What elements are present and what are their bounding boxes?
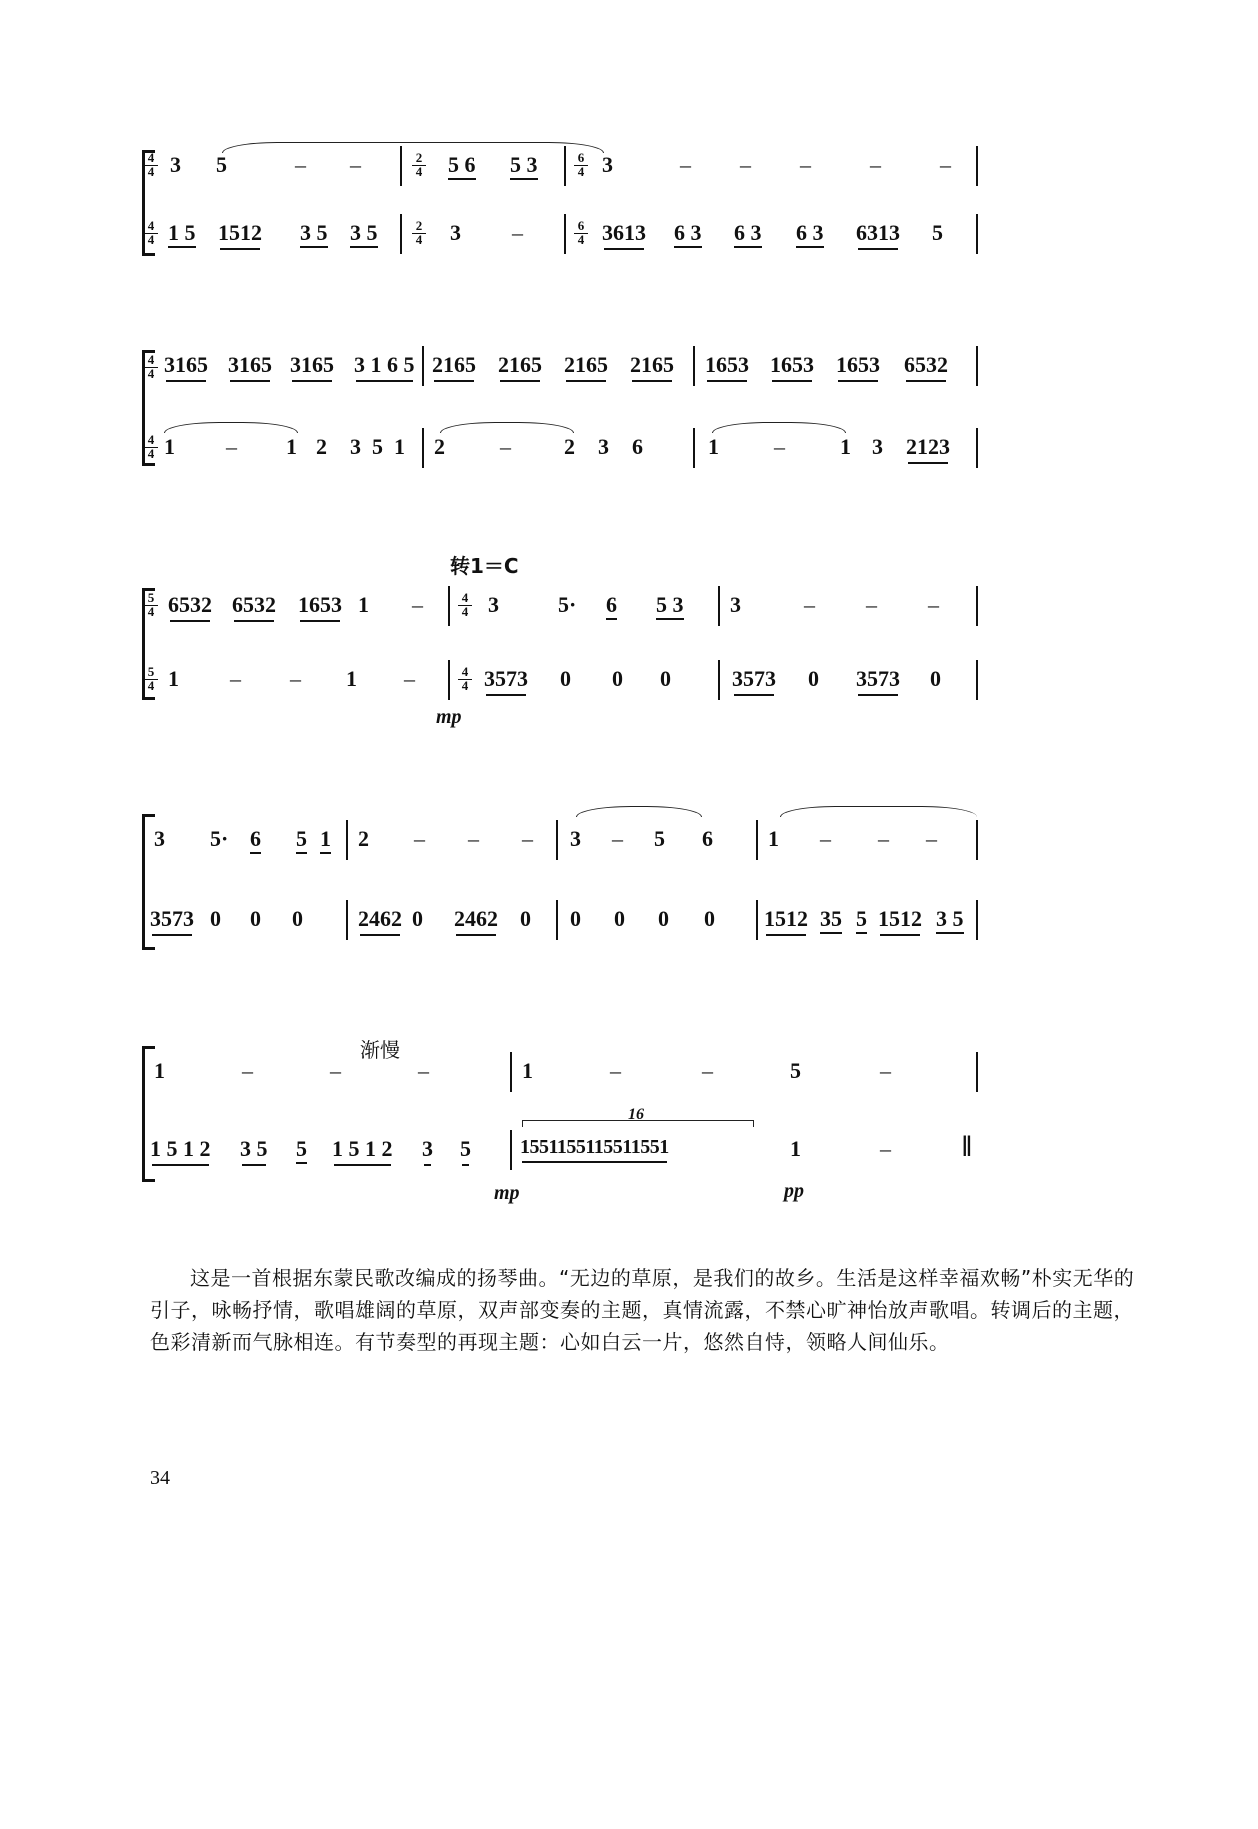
- dynamic-mark: mp: [436, 706, 462, 728]
- note: 1: [346, 666, 357, 691]
- barline: [976, 586, 978, 626]
- note: 5: [654, 826, 665, 851]
- barline: [976, 820, 978, 860]
- note-group: 2165: [432, 352, 476, 377]
- barline: [756, 900, 758, 940]
- note-group: 6532: [904, 352, 948, 377]
- note-group: 3573: [150, 906, 194, 931]
- rest: 0: [658, 906, 669, 931]
- time-signature: 4 4: [458, 666, 472, 692]
- dynamic-mark: mp: [494, 1182, 520, 1204]
- note: 2: [358, 826, 369, 851]
- dash: –: [512, 220, 523, 245]
- tempo-mark: 渐慢: [360, 1038, 400, 1062]
- note: 6: [632, 434, 643, 459]
- dash: –: [610, 1058, 621, 1083]
- time-signature: 2 4: [412, 220, 426, 246]
- dash: –: [418, 1058, 429, 1083]
- note: 6: [250, 826, 261, 854]
- rest: 0: [560, 666, 571, 691]
- note: 3: [598, 434, 609, 459]
- note-group: 1 5 1 2: [332, 1136, 393, 1161]
- dash: –: [804, 592, 815, 617]
- barline: [976, 660, 978, 700]
- barline: [556, 820, 558, 860]
- dash: –: [680, 152, 691, 177]
- barline: [564, 214, 566, 254]
- note: 3: [450, 220, 461, 245]
- rest: 0: [614, 906, 625, 931]
- note-group: 5 6: [448, 152, 476, 180]
- barline: [346, 900, 348, 940]
- note-group: 3573: [484, 666, 528, 691]
- note-group: 1653: [298, 592, 342, 617]
- note: 1: [154, 1058, 165, 1083]
- tie: [576, 806, 702, 817]
- dash: –: [226, 434, 237, 459]
- rest: 0: [660, 666, 671, 691]
- lower-staff: [147, 428, 1135, 472]
- note-group: 6 3: [674, 220, 702, 248]
- note: 6: [702, 826, 713, 851]
- note-group: 6313: [856, 220, 900, 245]
- note: 5·: [558, 592, 577, 617]
- note: 2: [434, 434, 445, 459]
- rest: 0: [210, 906, 221, 931]
- dash: –: [928, 592, 939, 617]
- dash: –: [350, 152, 361, 177]
- dash: –: [820, 826, 831, 851]
- dash: –: [740, 152, 751, 177]
- dash: –: [880, 1058, 891, 1083]
- note-group: 5 3: [510, 152, 538, 180]
- dash: –: [866, 592, 877, 617]
- note: 5: [932, 220, 943, 245]
- upper-staff: [147, 346, 1135, 390]
- note-group: 35: [820, 906, 842, 934]
- note-group: 3573: [856, 666, 900, 691]
- time-signature: 5 4: [144, 592, 158, 618]
- time-signature: 5 4: [144, 666, 158, 692]
- upper-staff: [150, 1052, 1135, 1096]
- tuplet-number: 16: [628, 1106, 644, 1123]
- note: 1: [358, 592, 369, 617]
- rest: 0: [250, 906, 261, 931]
- upper-staff: [147, 146, 1135, 190]
- time-signature: 4 4: [144, 152, 158, 178]
- time-signature: 2 4: [412, 152, 426, 178]
- dash: –: [878, 826, 889, 851]
- barline: [756, 820, 758, 860]
- rest: 0: [520, 906, 531, 931]
- note: 1: [768, 826, 779, 851]
- barline: [976, 1052, 978, 1092]
- note-group: 1653: [836, 352, 880, 377]
- note-group: 2123: [906, 434, 950, 459]
- note: 1: [286, 434, 297, 459]
- dash: –: [414, 826, 425, 851]
- note-group: 2462: [358, 906, 402, 931]
- barline: [510, 1052, 512, 1092]
- note: 1: [708, 434, 719, 459]
- barline: [718, 660, 720, 700]
- rest: 0: [808, 666, 819, 691]
- note-group: 3 1 6 5: [354, 352, 415, 377]
- note-group: 6 3: [796, 220, 824, 248]
- lower-staff: [150, 1130, 1135, 1174]
- note-group: 3 5: [240, 1136, 268, 1161]
- upper-staff: [150, 820, 1135, 864]
- dash: –: [522, 826, 533, 851]
- note-group: 1 5 1 2: [150, 1136, 211, 1161]
- note: 1: [320, 826, 331, 854]
- note: 1: [168, 666, 179, 691]
- note: 5: [856, 906, 867, 934]
- final-barline: ‖: [962, 1130, 972, 1163]
- rest: 0: [412, 906, 423, 931]
- barline: [448, 586, 450, 626]
- dash: –: [880, 1136, 891, 1161]
- dash: –: [295, 152, 306, 177]
- note: 3: [488, 592, 499, 617]
- rest: 0: [930, 666, 941, 691]
- dash: –: [926, 826, 937, 851]
- note-group: 5 3: [656, 592, 684, 620]
- note-group: 3165: [164, 352, 208, 377]
- dash: –: [702, 1058, 713, 1083]
- note-group: 1653: [770, 352, 814, 377]
- barline: [976, 428, 978, 468]
- note-group: 3573: [732, 666, 776, 691]
- note: 3: [154, 826, 165, 851]
- barline: [422, 346, 424, 386]
- barline: [400, 214, 402, 254]
- tie: [780, 806, 977, 817]
- dash: –: [290, 666, 301, 691]
- barline: [718, 586, 720, 626]
- dash: –: [612, 826, 623, 851]
- note: 3: [350, 434, 361, 459]
- barline: [422, 428, 424, 468]
- upper-staff: [147, 586, 1135, 630]
- note-group: 3 5: [936, 906, 964, 934]
- rest: 0: [704, 906, 715, 931]
- time-signature: 6 4: [574, 152, 588, 178]
- note-group: 3165: [228, 352, 272, 377]
- note: 3: [730, 592, 741, 617]
- dash: –: [404, 666, 415, 691]
- barline: [693, 346, 695, 386]
- note-group: 1512: [764, 906, 808, 931]
- time-signature: 6 4: [574, 220, 588, 246]
- note-group: 3 5: [300, 220, 328, 248]
- note: 3: [602, 152, 613, 177]
- dash: –: [468, 826, 479, 851]
- time-signature: 4 4: [144, 220, 158, 246]
- note: 1: [790, 1136, 801, 1161]
- barline: [448, 660, 450, 700]
- dynamic-mark: pp: [784, 1180, 804, 1202]
- note: 5: [296, 1136, 307, 1164]
- note: 5: [216, 152, 227, 177]
- note-group: 2165: [564, 352, 608, 377]
- rest: 0: [612, 666, 623, 691]
- note: 3: [570, 826, 581, 851]
- page-number: 34: [150, 1467, 170, 1489]
- note-group: 2462: [454, 906, 498, 931]
- note: 3: [170, 152, 181, 177]
- dash: –: [330, 1058, 341, 1083]
- note-group: 1653: [705, 352, 749, 377]
- rest: 0: [570, 906, 581, 931]
- time-signature: 4 4: [144, 434, 158, 460]
- note: 1: [522, 1058, 533, 1083]
- note-group: 1512: [878, 906, 922, 931]
- note: 1: [394, 434, 405, 459]
- note: 5: [790, 1058, 801, 1083]
- note: 1: [164, 434, 175, 459]
- note: 3: [872, 434, 883, 459]
- note: 2: [316, 434, 327, 459]
- note: 5·: [210, 826, 229, 851]
- note-group: 3 5: [350, 220, 378, 248]
- key-change: 转1＝C: [450, 554, 519, 578]
- lower-staff: [147, 660, 1135, 704]
- barline: [564, 146, 566, 186]
- lower-staff: [147, 214, 1135, 258]
- barline: [976, 214, 978, 254]
- dash: –: [242, 1058, 253, 1083]
- barline: [976, 900, 978, 940]
- description-paragraph: 这是一首根据东蒙民歌改编成的扬琴曲。“无边的草原，是我们的故乡。生活是这样幸福欢畅”朴实无华的引子，咏畅抒情，歌唱雄阔的草原，双声部变奏的主题，真情流露，不禁心旷神怡放声歌唱。转调后的主题，色彩清新而气脉相连。有节奏型的再现主题：心如白云一片，悠然自恃，领略人间仙乐。: [150, 1266, 1135, 1354]
- barline: [693, 428, 695, 468]
- dash: –: [870, 152, 881, 177]
- dash: –: [800, 152, 811, 177]
- note-group: 3165: [290, 352, 334, 377]
- barline: [976, 346, 978, 386]
- time-signature: 4 4: [144, 354, 158, 380]
- note: 3: [422, 1136, 433, 1161]
- note-group: 6532: [232, 592, 276, 617]
- note: 6: [606, 592, 617, 620]
- lower-staff: [150, 900, 1135, 944]
- dash: –: [500, 434, 511, 459]
- dash: –: [774, 434, 785, 459]
- barline: [556, 900, 558, 940]
- barline: [346, 820, 348, 860]
- barline: [400, 146, 402, 186]
- note-group: 2165: [498, 352, 542, 377]
- dash: –: [230, 666, 241, 691]
- note: 5: [372, 434, 383, 459]
- note-group: 3613: [602, 220, 646, 245]
- note: 2: [564, 434, 575, 459]
- note-group: 1551155115511551: [520, 1136, 669, 1158]
- barline: [510, 1130, 512, 1170]
- dash: –: [940, 152, 951, 177]
- dash: –: [412, 592, 423, 617]
- time-signature: 4 4: [458, 592, 472, 618]
- note-group: 1512: [218, 220, 262, 245]
- note: 5: [460, 1136, 471, 1161]
- rest: 0: [292, 906, 303, 931]
- note-group: 6 3: [734, 220, 762, 248]
- note-group: 6532: [168, 592, 212, 617]
- barline: [976, 146, 978, 186]
- note: 5: [296, 826, 307, 854]
- note-group: 1 5: [168, 220, 196, 248]
- note: 1: [840, 434, 851, 459]
- note-group: 2165: [630, 352, 674, 377]
